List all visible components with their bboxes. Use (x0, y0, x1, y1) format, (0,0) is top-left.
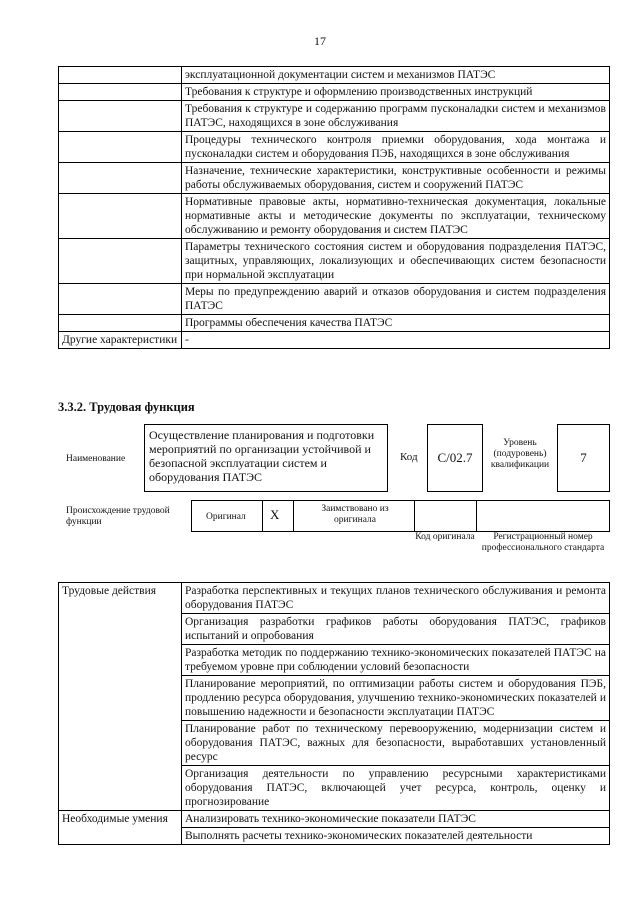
row-label (59, 132, 182, 163)
row-label (59, 315, 182, 332)
section-heading: 3.3.2. Трудовая функция (58, 400, 195, 414)
row-item: Нормативные правовые акты, нормативно-техническая документация, локальные нормативные акты и методические документы по эксплуатации, техническому обслуживанию и ремонту оборудования и систем ПАТЭС (182, 194, 610, 239)
row-item: Планирование работ по техническому перевооружению, модернизации систем и оборудования ПАТЭС, важных для безопасности, выработавших установленный ресурс (182, 721, 610, 766)
row-item: эксплуатационной документации систем и механизмов ПАТЭС (182, 67, 610, 84)
level-value: 7 (557, 424, 610, 492)
row-item: Разработка методик по поддержанию технико-экономических показателей ПАТЭС на требуемом уровне при соблюдении условий безопасности (182, 645, 610, 676)
row-label (59, 84, 182, 101)
page-number: 17 (314, 34, 326, 48)
table-row (59, 811, 610, 828)
origin-divider (293, 500, 294, 532)
table-row (59, 284, 610, 315)
borrowed-label: Заимствовано из оригинала (321, 504, 389, 525)
table-row (59, 583, 610, 614)
code-origin-caption: Код оригинала (415, 532, 475, 542)
name-label: Наименование (66, 454, 126, 464)
code-label: Код (400, 451, 418, 463)
table-row (59, 163, 610, 194)
original-label: Оригинал (206, 512, 246, 522)
table-row (59, 332, 610, 349)
table-row (59, 101, 610, 132)
row-item: Программы обеспечения качества ПАТЭС (182, 315, 610, 332)
table-row (59, 194, 610, 239)
row-item: Меры по предупреждению аварий и отказов оборудования и систем подразделения ПАТЭС (182, 284, 610, 315)
row-item: Планирование мероприятий, по оптимизации работы систем и оборудования ПЭБ, продлению ресурса оборудования, улучшению технико-экономических показателей и повышению надежности и безопасности эксплуатации ПАТЭС (182, 676, 610, 721)
original-mark: X (270, 507, 280, 522)
reg-number-caption: Регистрационный номер профессионального стандарта (481, 532, 605, 553)
row-label (59, 67, 182, 84)
row-item: Разработка перспективных и текущих планов технического обслуживания и ремонта оборудования ПАТЭС (182, 583, 610, 614)
labor-actions-table (58, 582, 610, 845)
row-label: Другие характеристики (59, 332, 182, 349)
row-item: Анализировать технико-экономические показатели ПАТЭС (182, 811, 610, 828)
row-label: Необходимые умения (59, 811, 182, 845)
row-label (59, 101, 182, 132)
row-item: - (182, 332, 610, 349)
row-label (59, 239, 182, 284)
row-label (59, 284, 182, 315)
table-row (59, 84, 610, 101)
row-item: Организация деятельности по управлению ресурсными характеристиками оборудования ПАТЭС, включающей учет ресурса, контроль, оценку и прогнозирование (182, 766, 610, 811)
origin-divider (414, 500, 415, 532)
row-label (59, 194, 182, 239)
origin-label: Происхождение трудовой функции (66, 506, 170, 527)
level-label: Уровень (подуровень) квалификации (490, 438, 550, 470)
row-item: Параметры технического состояния систем и оборудования подразделения ПАТЭС, защитных, управляющих, локализующих и обеспечивающих систем безопасности при нормальной эксплуатации (182, 239, 610, 284)
origin-divider (262, 500, 263, 532)
row-item: Требования к структуре и содержанию программ пусконаладки систем и механизмов ПАТЭС, находящихся в зоне обслуживания (182, 101, 610, 132)
row-item: Назначение, технические характеристики, конструктивные особенности и режимы работы обслуживаемых оборудования, систем и сооружений ПАТЭС (182, 163, 610, 194)
row-item: Организация разработки графиков работы оборудования ПАТЭС, графиков испытаний и опробования (182, 614, 610, 645)
row-label (59, 163, 182, 194)
row-item: Выполнять расчеты технико-экономических показателей деятельности (182, 828, 610, 845)
table-row (59, 239, 610, 284)
table-row (59, 315, 610, 332)
table-row (59, 67, 610, 84)
row-label: Трудовые действия (59, 583, 182, 811)
function-name-value: Осуществление планирования и подготовки мероприятий по организации устойчивой и безопасной эксплуатации систем и оборудования ПАТЭС (144, 424, 388, 492)
function-code-value: C/02.7 (427, 424, 483, 492)
knowledge-table (58, 66, 610, 349)
table-row (59, 132, 610, 163)
row-item: Процедуры технического контроля приемки оборудования, хода монтажа и пусконаладки систем и оборудования ПЭБ, находящихся в зоне обслуживания (182, 132, 610, 163)
row-item: Требования к структуре и оформлению производственных инструкций (182, 84, 610, 101)
origin-divider (476, 500, 477, 532)
